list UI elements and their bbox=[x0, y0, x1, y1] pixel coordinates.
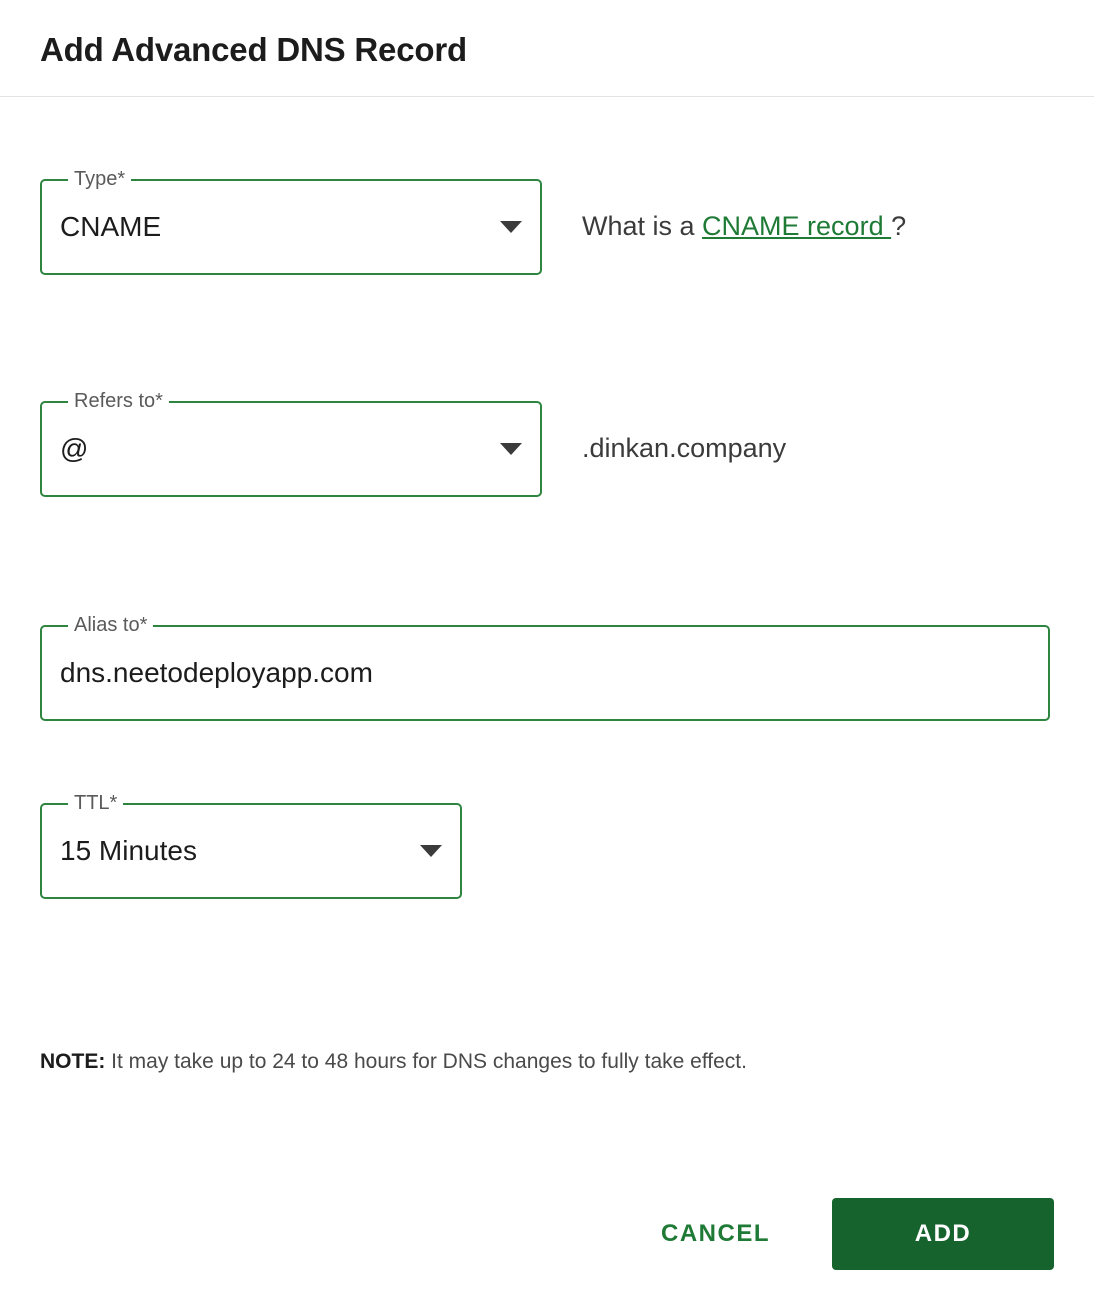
type-help-suffix: ? bbox=[891, 211, 907, 242]
dialog-body bbox=[0, 97, 1094, 1306]
cancel-button[interactable]: CANCEL bbox=[635, 1202, 796, 1266]
dns-note bbox=[40, 1047, 1054, 1076]
type-help-prefix: What is a bbox=[582, 211, 703, 242]
type-label: Type* bbox=[68, 169, 131, 189]
alias-to-input[interactable] bbox=[40, 613, 1050, 721]
chevron-down-icon bbox=[420, 845, 442, 857]
refers-to-select[interactable] bbox=[40, 389, 542, 497]
type-help-text bbox=[582, 211, 906, 242]
ttl-label: TTL* bbox=[68, 793, 123, 813]
dialog-header bbox=[0, 0, 1094, 97]
type-select[interactable] bbox=[40, 167, 542, 275]
chevron-down-icon bbox=[500, 221, 522, 233]
domain-suffix-text: .dinkan.company bbox=[582, 433, 787, 464]
alias-to-value: dns.neetodeployapp.com bbox=[60, 656, 373, 688]
alias-to-label: Alias to* bbox=[68, 615, 153, 635]
ttl-field-row bbox=[40, 791, 1054, 899]
cname-record-link[interactable]: CNAME record bbox=[702, 211, 892, 242]
dialog-footer bbox=[635, 1198, 1054, 1270]
chevron-down-icon bbox=[500, 443, 522, 455]
note-text: It may take up to 24 to 48 hours for DNS changes to fully take effect. bbox=[105, 1049, 747, 1073]
type-value: CNAME bbox=[60, 210, 162, 242]
refers-to-field-row bbox=[40, 389, 1054, 497]
add-button[interactable]: ADD bbox=[832, 1198, 1054, 1270]
alias-to-field-row bbox=[40, 613, 1054, 721]
ttl-value: 15 Minutes bbox=[60, 834, 197, 866]
page-title: Add Advanced DNS Record bbox=[40, 31, 467, 68]
ttl-select[interactable] bbox=[40, 791, 462, 899]
note-prefix: NOTE: bbox=[40, 1049, 106, 1073]
type-field-row bbox=[40, 167, 1054, 275]
refers-to-value: @ bbox=[60, 432, 89, 464]
refers-to-label: Refers to* bbox=[68, 391, 169, 411]
